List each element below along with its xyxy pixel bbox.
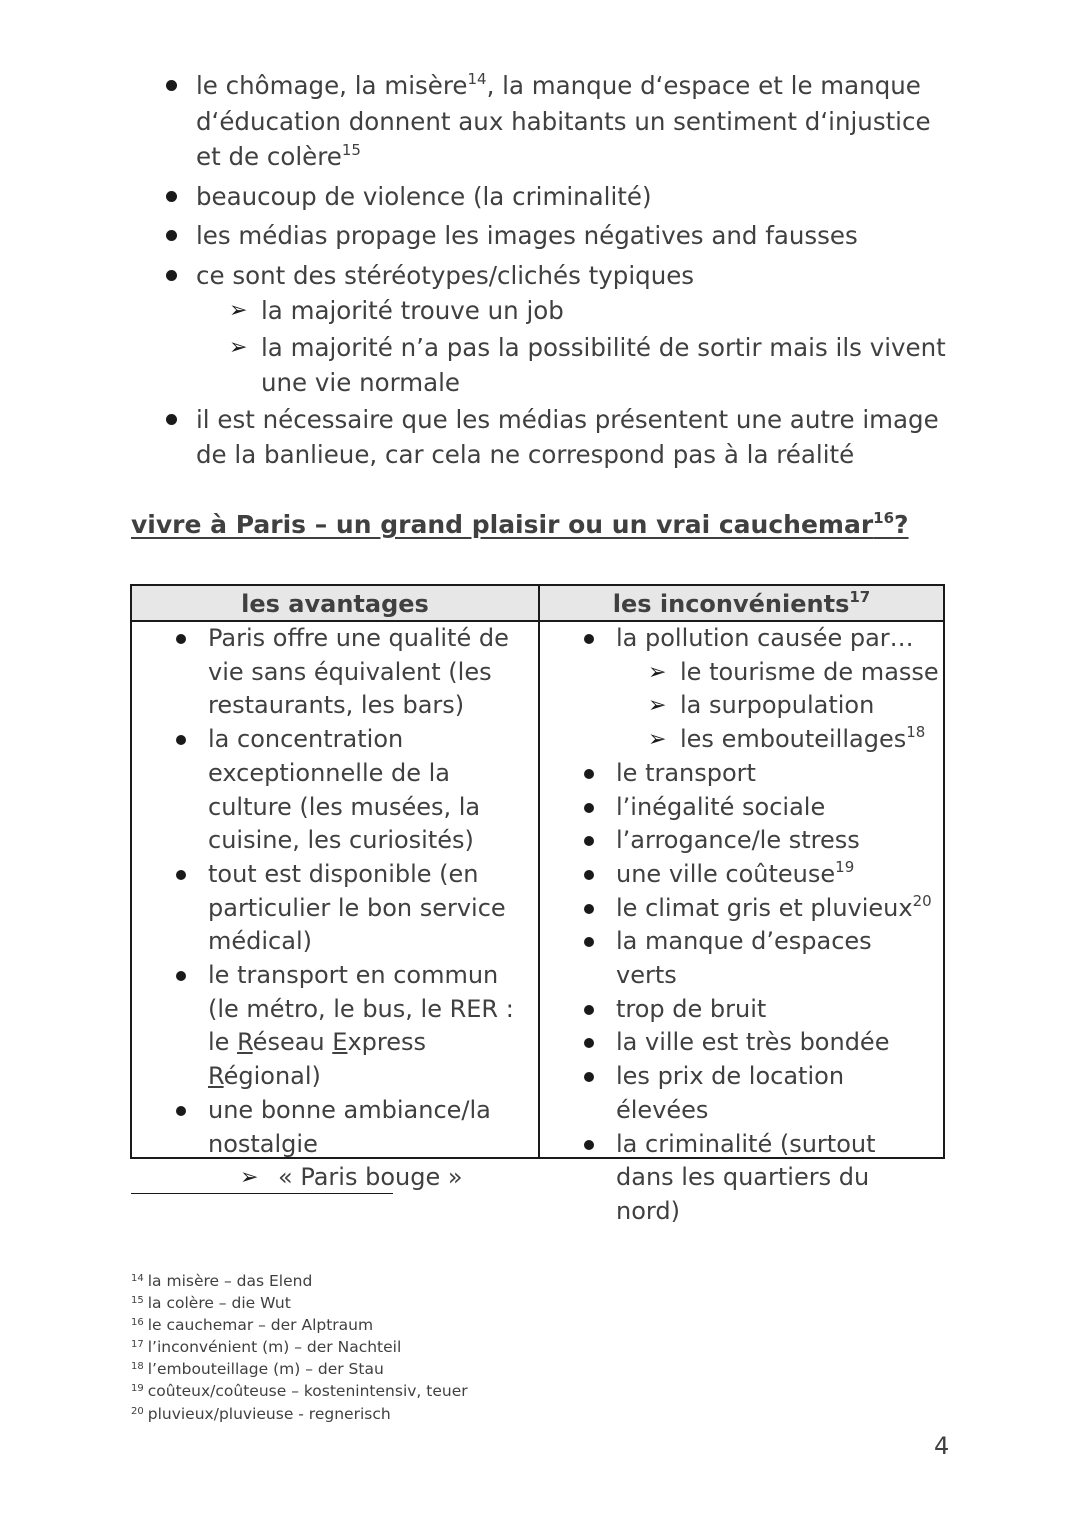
list-item-text: xpress	[347, 1028, 426, 1057]
column-header-inconvenients	[540, 586, 943, 620]
arrow-bullet-icon: ➢	[229, 298, 248, 323]
acronym-letter: R	[237, 1028, 253, 1057]
footnote	[131, 1292, 468, 1314]
page-number: 4	[934, 1432, 950, 1460]
footnote	[131, 1314, 468, 1336]
heading-text: vivre à Paris – un grand plaisir ou un vrai cauchemar	[131, 510, 874, 539]
list-item	[580, 1060, 940, 1127]
footnote-number: 15	[131, 1295, 144, 1307]
list-item-text: le chômage, la misère	[196, 71, 468, 100]
footnote	[131, 1270, 468, 1292]
footnote	[131, 1403, 468, 1425]
sub-list-item	[160, 330, 950, 401]
list-item	[172, 1094, 532, 1195]
list-item	[580, 622, 940, 757]
avantages-column	[172, 622, 532, 1195]
pros-cons-table	[130, 584, 945, 1225]
list-item-text: une bonne ambiance/la nostalgie	[208, 1095, 491, 1158]
bullet-icon	[176, 971, 186, 981]
heading-end: ?	[894, 510, 909, 539]
header-text: les inconvénients	[612, 590, 850, 618]
column-header-avantages	[132, 586, 538, 620]
bullet-icon	[176, 870, 186, 880]
list-item-text: éseau	[252, 1028, 333, 1057]
footnote-ref[interactable]: 19	[835, 857, 855, 876]
arrow-bullet-icon: ➢	[648, 659, 667, 685]
footnote-number: 17	[131, 1339, 144, 1351]
sub-list-item	[172, 1161, 532, 1195]
list-item	[580, 858, 940, 892]
footnote-separator	[131, 1193, 393, 1194]
footnote-text: coûteux/coûteuse – kostenintensiv, teuer	[147, 1382, 468, 1401]
list-item	[160, 179, 950, 215]
list-item	[172, 723, 532, 858]
bullet-icon	[584, 937, 594, 947]
sub-list-item-text: la surpopulation	[680, 691, 875, 720]
bullet-icon	[584, 870, 594, 880]
footnote-ref[interactable]: 16	[873, 509, 895, 527]
footnote	[131, 1358, 468, 1380]
list-item	[580, 925, 940, 992]
acronym-letter: E	[332, 1028, 348, 1057]
bullet-icon	[166, 80, 177, 91]
header-text: les avantages	[241, 590, 429, 618]
footnote-number: 19	[131, 1383, 144, 1395]
arrow-bullet-icon: ➢	[648, 693, 667, 719]
bullet-icon	[584, 904, 594, 914]
bullet-icon	[584, 1140, 594, 1150]
sub-list-item-text: la majorité trouve un job	[261, 296, 564, 325]
bullet-icon	[176, 735, 186, 745]
sub-list-item-text: le tourisme de masse	[680, 657, 939, 686]
inconvenients-column	[580, 622, 940, 1229]
footnote-text: l’embouteillage (m) – der Stau	[147, 1360, 384, 1379]
list-item-text: le climat gris et pluvieux	[616, 893, 913, 922]
list-item-text: tout est disponible (en particulier le bon service médical)	[208, 859, 506, 956]
list-item-text: l’arrogance/le stress	[616, 826, 860, 855]
list-item-text: la ville est très bondée	[616, 1028, 890, 1057]
list-item-text: la manque d’espaces verts	[616, 927, 872, 990]
acronym-letter: R	[208, 1062, 224, 1091]
list-item-text: une ville coûteuse	[616, 859, 836, 888]
list-item	[580, 824, 940, 858]
footnote-text: le cauchemar – der Alptraum	[147, 1316, 374, 1335]
list-item	[160, 68, 950, 175]
footnote	[131, 1380, 468, 1402]
list-item-text: les médias propage les images négatives and fausses	[196, 221, 858, 250]
sub-list-item-text: les embouteillages	[680, 725, 907, 754]
section-heading	[131, 510, 909, 539]
footnote-ref[interactable]: 14	[467, 70, 487, 88]
column-divider	[538, 586, 540, 1157]
sub-list-item-text: « Paris bouge »	[278, 1163, 463, 1192]
list-item-text: la criminalité (surtout dans les quartiers du nord)	[616, 1129, 876, 1225]
list-item	[172, 959, 532, 1094]
bullet-icon	[584, 1005, 594, 1015]
list-item-text: les prix de location élevées	[616, 1062, 845, 1124]
sub-list-item	[160, 293, 950, 329]
list-item-text: l’inégalité sociale	[616, 792, 826, 821]
bullet-icon	[176, 1106, 186, 1116]
bullet-icon	[584, 1038, 594, 1048]
footnote-number: 20	[131, 1405, 144, 1417]
bullet-icon	[584, 803, 594, 813]
arrow-bullet-icon: ➢	[240, 1165, 259, 1191]
banlieue-bullet-list	[160, 68, 950, 477]
footnote-text: la misère – das Elend	[147, 1272, 313, 1290]
footnote-text: la colère – die Wut	[147, 1294, 291, 1313]
list-item-text: , la manque d‘espace et le manque d‘éducation donnent aux habitants un sentiment d‘injustice et de colère	[196, 71, 931, 171]
bullet-icon	[176, 634, 186, 644]
list-item-text: Paris offre une qualité de vie sans équivalent (les restaurants, les bars)	[208, 624, 509, 720]
footnote-text: pluvieux/pluvieuse - regnerisch	[147, 1404, 391, 1423]
sub-list-item	[580, 689, 940, 723]
bullet-icon	[584, 1072, 594, 1082]
arrow-bullet-icon: ➢	[229, 334, 248, 360]
list-item	[580, 1128, 940, 1229]
list-item	[172, 622, 532, 723]
bullet-icon	[166, 191, 177, 202]
bullet-icon	[166, 270, 177, 281]
list-item-text: beaucoup de violence (la criminalité)	[196, 181, 652, 211]
list-item	[172, 858, 532, 959]
list-item-text: le transport	[616, 758, 756, 787]
bullet-icon	[166, 414, 177, 425]
bullet-icon	[166, 230, 177, 241]
footnote-ref[interactable]: 18	[906, 723, 926, 742]
list-item-text: la concentration exceptionnelle de la culture (les musées, la cuisine, les curiosités)	[208, 725, 481, 855]
list-item-text: ce sont des stéréotypes/clichés typiques	[196, 260, 695, 290]
list-item	[160, 258, 950, 401]
list-item-text: la pollution causée par…	[616, 624, 914, 652]
list-item	[580, 791, 940, 825]
list-item-text: il est nécessaire que les médias présentent une autre image de la banlieue, car cela ne correspond pas à la réalité	[196, 404, 939, 469]
bullet-icon	[584, 634, 594, 644]
footnote-number: 14	[131, 1273, 144, 1284]
footnote-ref[interactable]: 20	[912, 891, 932, 910]
list-item	[580, 757, 940, 791]
footnote-number: 16	[131, 1317, 144, 1329]
list-item-text: le transport en commun (le métro, le bus, le RER : le	[208, 961, 514, 1057]
footnote	[131, 1336, 468, 1358]
list-item	[160, 402, 950, 473]
list-item	[580, 892, 940, 926]
bullet-icon	[584, 769, 594, 779]
sub-list-item-text: la majorité n’a pas la possibilité de sortir mais ils vivent une vie normale	[261, 332, 946, 397]
sub-list-item	[580, 723, 940, 757]
footnote-number: 18	[131, 1361, 144, 1373]
footnote-ref[interactable]: 17	[849, 588, 871, 606]
footnote-text: l’inconvénient (m) – der Nachteil	[147, 1338, 402, 1357]
footnote-ref[interactable]: 15	[341, 141, 361, 159]
list-item	[580, 1026, 940, 1060]
list-item-text: égional)	[223, 1062, 321, 1091]
list-item	[580, 993, 940, 1027]
footnotes	[131, 1270, 468, 1425]
list-item-text: trop de bruit	[616, 994, 767, 1023]
sub-list-item	[580, 656, 940, 690]
bullet-icon	[584, 836, 594, 846]
list-item	[160, 218, 950, 254]
arrow-bullet-icon: ➢	[648, 727, 667, 753]
